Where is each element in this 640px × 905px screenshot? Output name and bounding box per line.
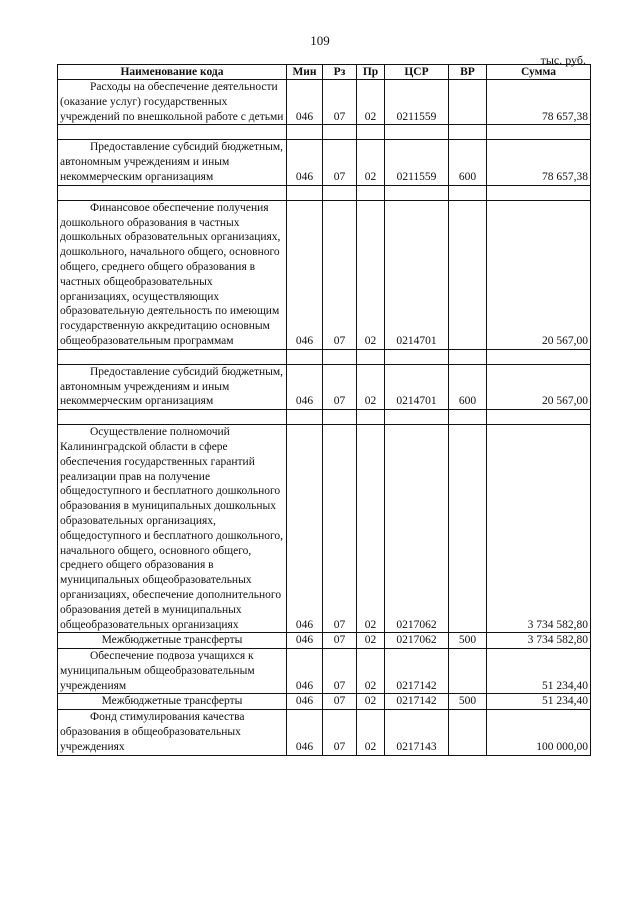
row-sum: 3 734 582,80 (487, 633, 591, 649)
spacer-cell (323, 349, 357, 364)
row-csr: 0217143 (385, 710, 449, 755)
row-sum: 51 234,40 (487, 694, 591, 710)
spacer-row (58, 185, 591, 200)
row-min: 046 (287, 710, 323, 755)
row-name: Предоставление субсидий бюджетным, автономным учреждениям и иным некоммерческим организациям (58, 364, 287, 409)
row-name: Межбюджетные трансферты (58, 633, 287, 649)
row-pr: 02 (357, 364, 385, 409)
row-pr: 02 (357, 425, 385, 633)
table-body (58, 80, 591, 756)
row-min: 046 (287, 649, 323, 694)
header-min: Мин (287, 65, 323, 80)
header-rz: Рз (323, 65, 357, 80)
header-csr: ЦСР (385, 65, 449, 80)
spacer-cell (487, 185, 591, 200)
row-sum: 3 734 582,80 (487, 425, 591, 633)
row-rz: 07 (323, 694, 357, 710)
row-min: 046 (287, 140, 323, 185)
row-min: 046 (287, 80, 323, 125)
row-rz: 07 (323, 364, 357, 409)
row-pr: 02 (357, 200, 385, 349)
table-row (58, 649, 591, 694)
row-pr: 02 (357, 649, 385, 694)
row-sum: 51 234,40 (487, 649, 591, 694)
row-rz: 07 (323, 649, 357, 694)
row-csr: 0217062 (385, 633, 449, 649)
row-vr (449, 200, 487, 349)
row-name: Фонд стимулирования качества образования в общеобразовательных учреждениях (58, 710, 287, 755)
row-vr (449, 425, 487, 633)
row-rz: 07 (323, 80, 357, 125)
row-pr: 02 (357, 694, 385, 710)
spacer-cell (385, 125, 449, 140)
row-sum: 78 657,38 (487, 80, 591, 125)
spacer-cell (58, 125, 287, 140)
header-pr: Пр (357, 65, 385, 80)
row-min: 046 (287, 364, 323, 409)
table-row (58, 140, 591, 185)
spacer-cell (323, 185, 357, 200)
table-row (58, 710, 591, 755)
table-row (58, 364, 591, 409)
spacer-cell (487, 410, 591, 425)
spacer-cell (487, 349, 591, 364)
row-pr: 02 (357, 710, 385, 755)
row-name: Предоставление субсидий бюджетным, автономным учреждениям и иным некоммерческим организациям (58, 140, 287, 185)
row-csr: 0217142 (385, 649, 449, 694)
row-sum: 78 657,38 (487, 140, 591, 185)
spacer-cell (449, 125, 487, 140)
spacer-cell (323, 125, 357, 140)
row-name: Расходы на обеспечение деятельности (оказание услуг) государственных учреждений по внешкольной работе с детьми (58, 80, 287, 125)
row-rz: 07 (323, 140, 357, 185)
spacer-cell (357, 185, 385, 200)
header-vr: ВР (449, 65, 487, 80)
row-name: Финансовое обеспечение получения дошкольного образования в частных дошкольных образовательных организациях, дошкольного, начального общего, основного общего, среднего общего образования в частных общеобразовательных организациях, осуществляющих образовательную деятельность по имеющим государственную аккредитацию основным общеобразовательным программам (58, 200, 287, 349)
spacer-cell (287, 125, 323, 140)
spacer-cell (385, 349, 449, 364)
table-row (58, 200, 591, 349)
spacer-cell (58, 410, 287, 425)
table-row (58, 633, 591, 649)
budget-table (57, 64, 591, 756)
row-rz: 07 (323, 710, 357, 755)
row-min: 046 (287, 425, 323, 633)
row-sum: 20 567,00 (487, 200, 591, 349)
spacer-row (58, 349, 591, 364)
row-rz: 07 (323, 425, 357, 633)
row-pr: 02 (357, 140, 385, 185)
row-csr: 0214701 (385, 364, 449, 409)
page-number: 109 (310, 33, 330, 48)
spacer-cell (58, 349, 287, 364)
spacer-cell (58, 185, 287, 200)
row-name: Межбюджетные трансферты (58, 694, 287, 710)
row-vr: 600 (449, 140, 487, 185)
header-name: Наименование кода (58, 65, 287, 80)
row-vr (449, 710, 487, 755)
row-csr: 0211559 (385, 140, 449, 185)
row-vr: 600 (449, 364, 487, 409)
row-csr: 0217062 (385, 425, 449, 633)
spacer-cell (287, 185, 323, 200)
row-min: 046 (287, 200, 323, 349)
spacer-cell (385, 410, 449, 425)
table-row (58, 425, 591, 633)
spacer-row (58, 125, 591, 140)
row-vr (449, 80, 487, 125)
table-row (58, 80, 591, 125)
header-sum: Сумма (487, 65, 591, 80)
spacer-cell (287, 410, 323, 425)
row-sum: 20 567,00 (487, 364, 591, 409)
row-vr: 500 (449, 633, 487, 649)
row-pr: 02 (357, 633, 385, 649)
row-rz: 07 (323, 200, 357, 349)
row-pr: 02 (357, 80, 385, 125)
row-rz: 07 (323, 633, 357, 649)
spacer-cell (357, 349, 385, 364)
table-header-row (58, 65, 591, 80)
row-name: Обеспечение подвоза учащихся к муниципальным общеобразовательным учреждениям (58, 649, 287, 694)
row-csr: 0211559 (385, 80, 449, 125)
spacer-cell (449, 185, 487, 200)
spacer-cell (287, 349, 323, 364)
row-vr (449, 649, 487, 694)
spacer-row (58, 410, 591, 425)
spacer-cell (323, 410, 357, 425)
table-row (58, 694, 591, 710)
units-label: тыс. руб. (540, 53, 586, 67)
spacer-cell (385, 185, 449, 200)
row-sum: 100 000,00 (487, 710, 591, 755)
spacer-cell (487, 125, 591, 140)
spacer-cell (357, 125, 385, 140)
spacer-cell (357, 410, 385, 425)
row-min: 046 (287, 694, 323, 710)
spacer-cell (449, 349, 487, 364)
row-name: Осуществление полномочий Калининградской области в сфере обеспечения государственных гарантий реализации прав на получение общедоступного и бесплатного дошкольного образования в муниципальных дошкольных образовательных организациях, общедоступного и бесплатного дошкольного, начального общего, основного общего, среднего общего образования в муниципальных общеобразовательных организациях, обеспечение дополнительного образования детей в муниципальных общеобразовательных организациях (58, 425, 287, 633)
row-vr: 500 (449, 694, 487, 710)
spacer-cell (449, 410, 487, 425)
row-min: 046 (287, 633, 323, 649)
row-csr: 0217142 (385, 694, 449, 710)
row-csr: 0214701 (385, 200, 449, 349)
